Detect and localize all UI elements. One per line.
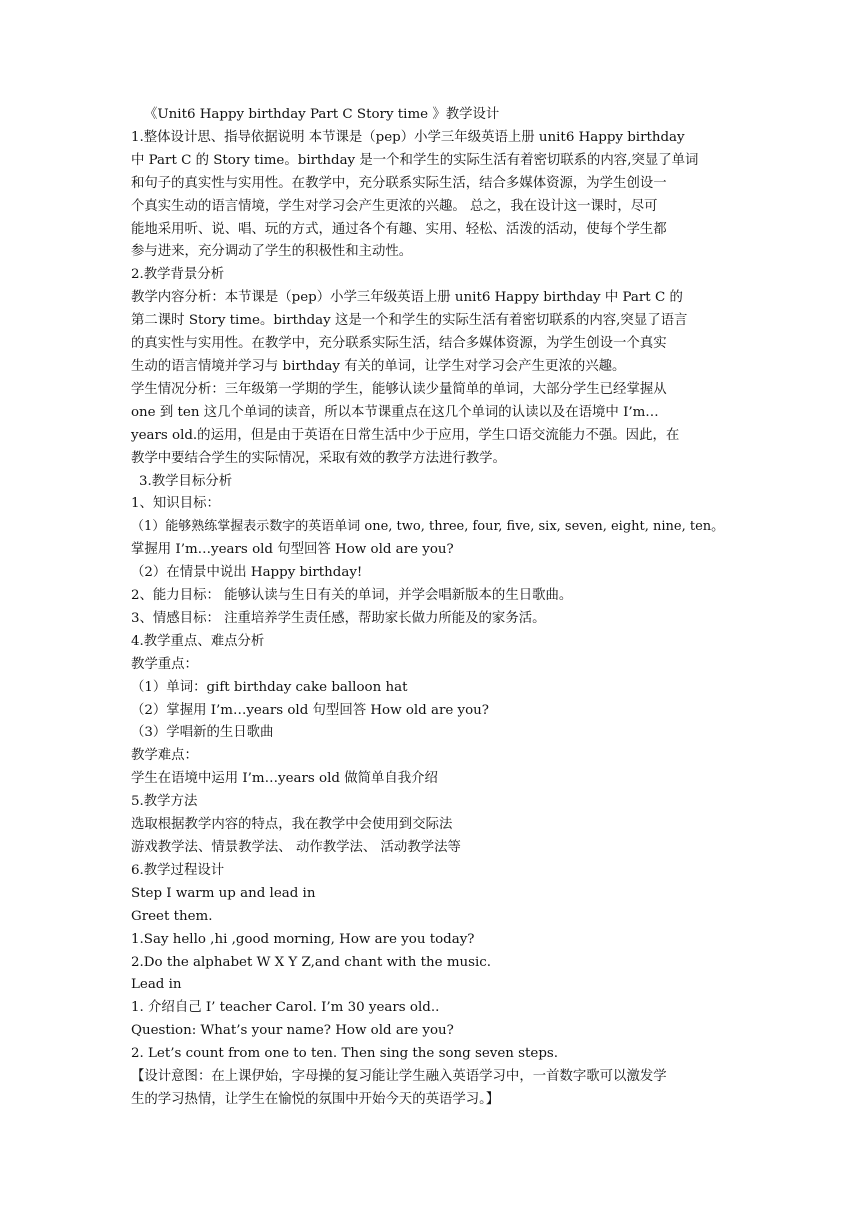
list-item: （3）学唱新的生日歌曲 (131, 725, 274, 741)
paragraph-line: 参与进来，充分调动了学生的积极性和主动性。 (131, 244, 413, 260)
design-intent-note: 生的学习热情，让学生在愉悦的氛围中开始今天的英语学习。】 (131, 1091, 500, 1107)
paragraph-line: 学生在语境中运用 I’m…years old 做简单自我介绍 (131, 771, 438, 787)
design-intent-note: 【设计意图：在上课伊始，字母操的复习能让学生融入英语学习中，一首数字歌可以激发学 (131, 1069, 667, 1085)
subheading: 教学重点： (131, 656, 198, 672)
paragraph-line: 掌握用 I’m…years old 句型回答 How old are you? (131, 542, 454, 558)
list-item: （2）在情景中说出 Happy birthday! (131, 565, 363, 581)
list-item: （2）掌握用 I’m…years old 句型回答 How old are you? (131, 702, 489, 718)
paragraph-line: 中 Part C 的 Story time。birthday 是一个和学生的实际生活有着密切联系的内容,突显了单词 (131, 152, 699, 168)
paragraph-line: Question: What’s your name? How old are you? (131, 1023, 454, 1039)
subheading: 2、能力目标： 能够认读与生日有关的单词，并学会唱新版本的生日歌曲。 (131, 588, 573, 604)
paragraph-line: 的真实性与实用性。在教学中，充分联系实际生活，结合多媒体资源，为学生创设一个真实 (131, 336, 667, 352)
section-heading: 4.教学重点、难点分析 (131, 633, 265, 649)
paragraph-line: 教学中要结合学生的实际情况，采取有效的教学方法进行教学。 (131, 450, 506, 466)
paragraph-line: 第二课时 Story time。birthday 这是一个和学生的实际生活有着密切联系的内容,突显了语言 (131, 313, 688, 329)
paragraph-line: 教学内容分析：本节课是（pep）小学三年级英语上册 unit6 Happy birthday 中 Part C 的 (131, 290, 683, 306)
paragraph-line: 1.整体设计思、指导依据说明 本节课是（pep）小学三年级英语上册 unit6 Happy birthday (131, 129, 685, 145)
paragraph-line: 生动的语言情境并学习与 birthday 有关的单词，让学生对学习会产生更浓的兴趣。 (131, 358, 626, 374)
list-item: 2. Let’s count from one to ten. Then sing the song seven steps. (131, 1046, 559, 1062)
subheading: Lead in (131, 977, 182, 993)
paragraph-line: 能地采用听、说、唱、玩的方式，通过各个有趣、实用、轻松、活泼的活动，使每个学生都 (131, 221, 667, 237)
subheading: 教学难点： (131, 748, 198, 764)
list-item: （1）能够熟练掌握表示数字的英语单词 one, two, three, four, five, six, seven, eight, nine, ten。 (131, 519, 725, 535)
step-heading: Step Ⅰ warm up and lead in (131, 885, 316, 901)
paragraph-line: 个真实生动的语言情境，学生对学习会产生更浓的兴趣。 总之，我在设计这一课时，尽可 (131, 198, 658, 214)
document-title: 《Unit6 Happy birthday Part C Story time 》教学设计 (144, 107, 500, 122)
section-heading: 2.教学背景分析 (131, 267, 225, 283)
paragraph-line: 学生情况分析：三年级第一学期的学生，能够认读少量简单的单词，大部分学生已经掌握从 (131, 381, 667, 397)
paragraph-line: Greet them. (131, 908, 213, 924)
paragraph-line: 游戏教学法、情景教学法、 动作教学法、 活动教学法等 (131, 840, 461, 855)
subheading: 3、情感目标： 注重培养学生责任感，帮助家长做力所能及的家务活。 (131, 610, 546, 626)
paragraph-line: 选取根据教学内容的特点，我在教学中会使用到交际法 (131, 817, 453, 833)
paragraph-line: years old.的运用，但是由于英语在日常生活中少于应用，学生口语交流能力不强。因此，在 (131, 427, 680, 443)
paragraph-line: 和句子的真实性与实用性。在教学中，充分联系实际生活，结合多媒体资源，为学生创设一 (131, 175, 667, 191)
section-heading: 5.教学方法 (131, 794, 198, 810)
subheading: 1、知识目标： (131, 496, 220, 512)
section-heading: 3.教学目标分析 (139, 473, 233, 489)
document-page (131, 104, 731, 1112)
list-item: 1.Say hello ,hi ,good morning, How are you today? (131, 931, 475, 947)
section-heading: 6.教学过程设计 (131, 862, 225, 878)
list-item: 1. 介绍自己 I’ teacher Carol. I’m 30 years old.. (131, 1000, 440, 1016)
paragraph-line: one 到 ten 这几个单词的读音，所以本节课重点在这几个单词的认读以及在语境中 I’m… (131, 404, 659, 420)
list-item: 2.Do the alphabet W X Y Z,and chant with the music. (131, 954, 492, 970)
list-item: （1）单词：gift birthday cake balloon hat (131, 679, 408, 695)
